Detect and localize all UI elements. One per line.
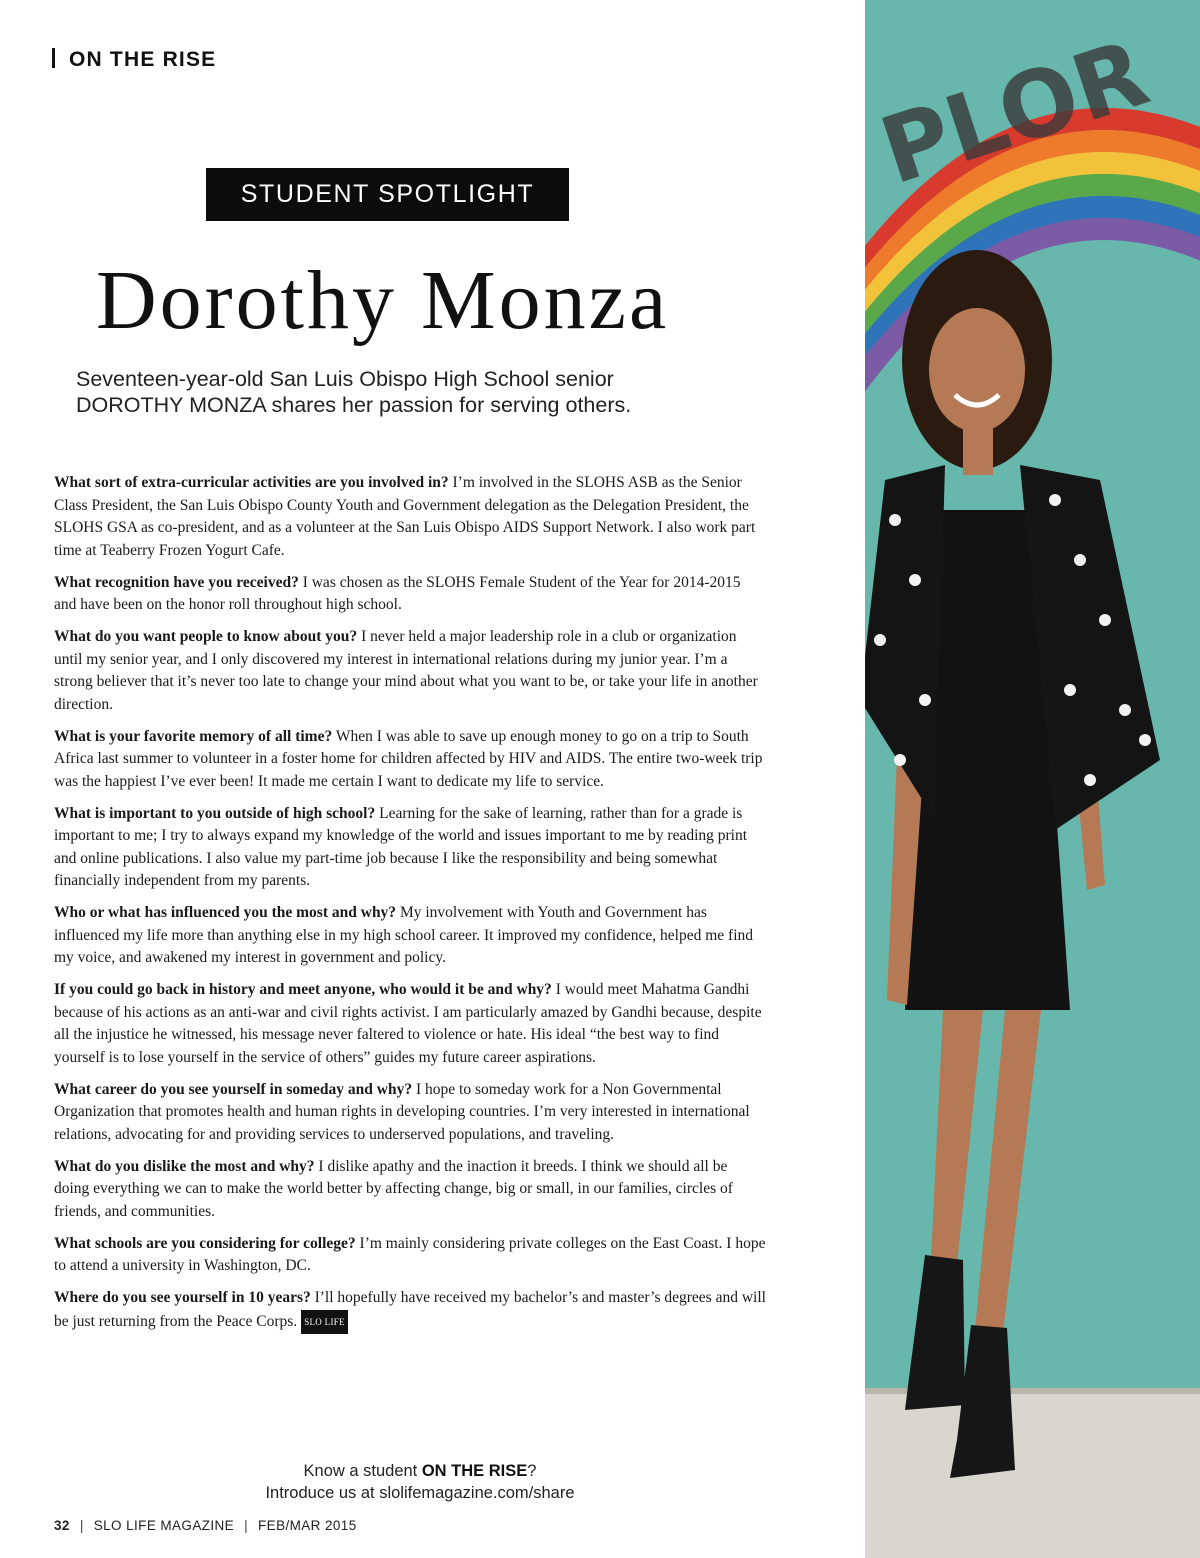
qa-item xyxy=(54,572,766,617)
section-bar xyxy=(52,48,55,68)
cta-line-1 xyxy=(150,1460,690,1482)
answer: My involvement with Youth and Government has influenced my life more than anything else in my high school career. It improved my confidence, helped me find my voice, and awakened my interest in government and policy. xyxy=(54,904,754,966)
question: Where do you see yourself in 10 years? xyxy=(54,1289,311,1306)
spotlight-label xyxy=(206,168,569,221)
qa-item xyxy=(54,979,766,1069)
qa-item xyxy=(54,472,766,562)
cta-pre: Know a student xyxy=(303,1462,422,1480)
qa-item xyxy=(54,902,766,970)
end-mark-logo: SLO LIFE xyxy=(301,1310,348,1335)
question: What sort of extra-curricular activities are you involved in? xyxy=(54,474,449,491)
answer: I’m involved in the SLOHS ASB as the Senior Class President, the San Luis Obispo County Youth and Government delegation as the Delegation President, the SLOHS GSA as co-president, and as a volunteer at the San Luis Obispo AIDS Support Network. I also work part time at Teaberry Frozen Yogurt Cafe. xyxy=(54,474,756,559)
qa-body xyxy=(54,472,766,1344)
qa-item xyxy=(54,1287,766,1334)
intro-line-2: DOROTHY MONZA shares her passion for serving others. xyxy=(76,393,632,417)
question: Who or what has influenced you the most and why? xyxy=(54,904,397,921)
magazine-name: SLO LIFE MAGAZINE xyxy=(93,1518,235,1533)
page-number: 32 xyxy=(54,1518,70,1533)
question: What career do you see yourself in someday and why? xyxy=(54,1080,413,1098)
answer: I was chosen as the SLOHS Female Student of the Year for 2014-2015 and have been on the honor roll throughout high school. xyxy=(54,573,741,613)
qa-item xyxy=(54,1079,766,1147)
answer: I’ll hopefully have received my bachelor’s and master’s degrees and will be just returning from the Peace Corps. xyxy=(54,1289,766,1330)
portrait-illustration xyxy=(865,0,1200,1558)
question: What is important to you outside of high school? xyxy=(54,804,376,822)
answer: I hope to someday work for a Non Governmental Organization that promotes health and human rights in developing countries. I’m very interested in international relations, advocating for and providing services to underserved populations, and traveling. xyxy=(54,1080,750,1143)
section-title: ON THE RISE xyxy=(69,48,217,71)
question: What recognition have you received? xyxy=(54,573,299,591)
question: What schools are you considering for college? xyxy=(54,1234,356,1252)
answer: I dislike apathy and the inaction it breeds. I think we should all be doing everything we can to make the world better by affecting change, big or small, in our families, circles of friends, and communities. xyxy=(54,1157,733,1220)
mural-lettering: PLOR xyxy=(868,19,1161,206)
question: If you could go back in history and meet anyone, who would it be and why? xyxy=(54,981,552,998)
qa-item xyxy=(54,726,766,794)
footer-divider: | xyxy=(79,1518,84,1533)
section-tag xyxy=(52,48,216,72)
answer: I’m mainly considering private colleges on the East Coast. I hope to attend a university in Washington, DC. xyxy=(54,1234,766,1274)
call-to-action xyxy=(150,1460,690,1504)
question: What do you want people to know about you? xyxy=(54,628,358,645)
spotlight-text: STUDENT SPOTLIGHT xyxy=(240,180,535,208)
qa-item xyxy=(54,1156,766,1224)
intro-deck xyxy=(76,366,796,418)
answer: Learning for the sake of learning, rather than for a grade is important to me; I try to always expand my knowledge of the world and issues important to me by reading print and online publications. I also value my part-time job because I like the responsibility and being somewhat financially independent from my parents. xyxy=(54,804,748,889)
issue-date: FEB/MAR 2015 xyxy=(258,1518,357,1533)
sidewalk xyxy=(865,1390,1200,1558)
intro-line-1: Seventeen-year-old San Luis Obispo High School senior xyxy=(76,367,614,391)
cta-line-2: Introduce us at slolifemagazine.com/share xyxy=(265,1484,575,1502)
answer: I never held a major leadership role in a club or organization until my senior year, and I only discovered my interest in international relations during my junior year. I’m a strong believer that it’s never too late to change your mind about what you want to be, or take your life in another direction. xyxy=(54,628,758,713)
question: What is your favorite memory of all time? xyxy=(54,727,333,745)
page-footer xyxy=(54,1518,357,1533)
qa-item xyxy=(54,626,766,716)
face xyxy=(929,308,1025,432)
qa-item xyxy=(54,803,766,893)
page-title: Dorothy Monza xyxy=(96,254,670,347)
answer: When I was able to save up enough money to go on a trip to South Africa last summer to volunteer in a foster home for children affected by HIV and AIDS. The entire two-week trip was the happiest I’ve ever been! It made me certain I want to dedicate my life to service. xyxy=(54,727,763,790)
cta-post: ? xyxy=(527,1462,537,1480)
footer-divider: | xyxy=(244,1518,249,1533)
question: What do you dislike the most and why? xyxy=(54,1157,315,1175)
answer: I would meet Mahatma Gandhi because of his actions as an anti-war and civil rights activist. I am particularly amazed by Gandhi because, despite all the injustice he witnessed, his message never faltered to violence or hate. His ideal “the best way to find yourself is to lose yourself in the service of others” guides my future career aspirations. xyxy=(54,981,762,1066)
portrait-photo xyxy=(865,0,1200,1558)
qa-item xyxy=(54,1233,766,1278)
cta-bold: ON THE RISE xyxy=(421,1462,528,1480)
